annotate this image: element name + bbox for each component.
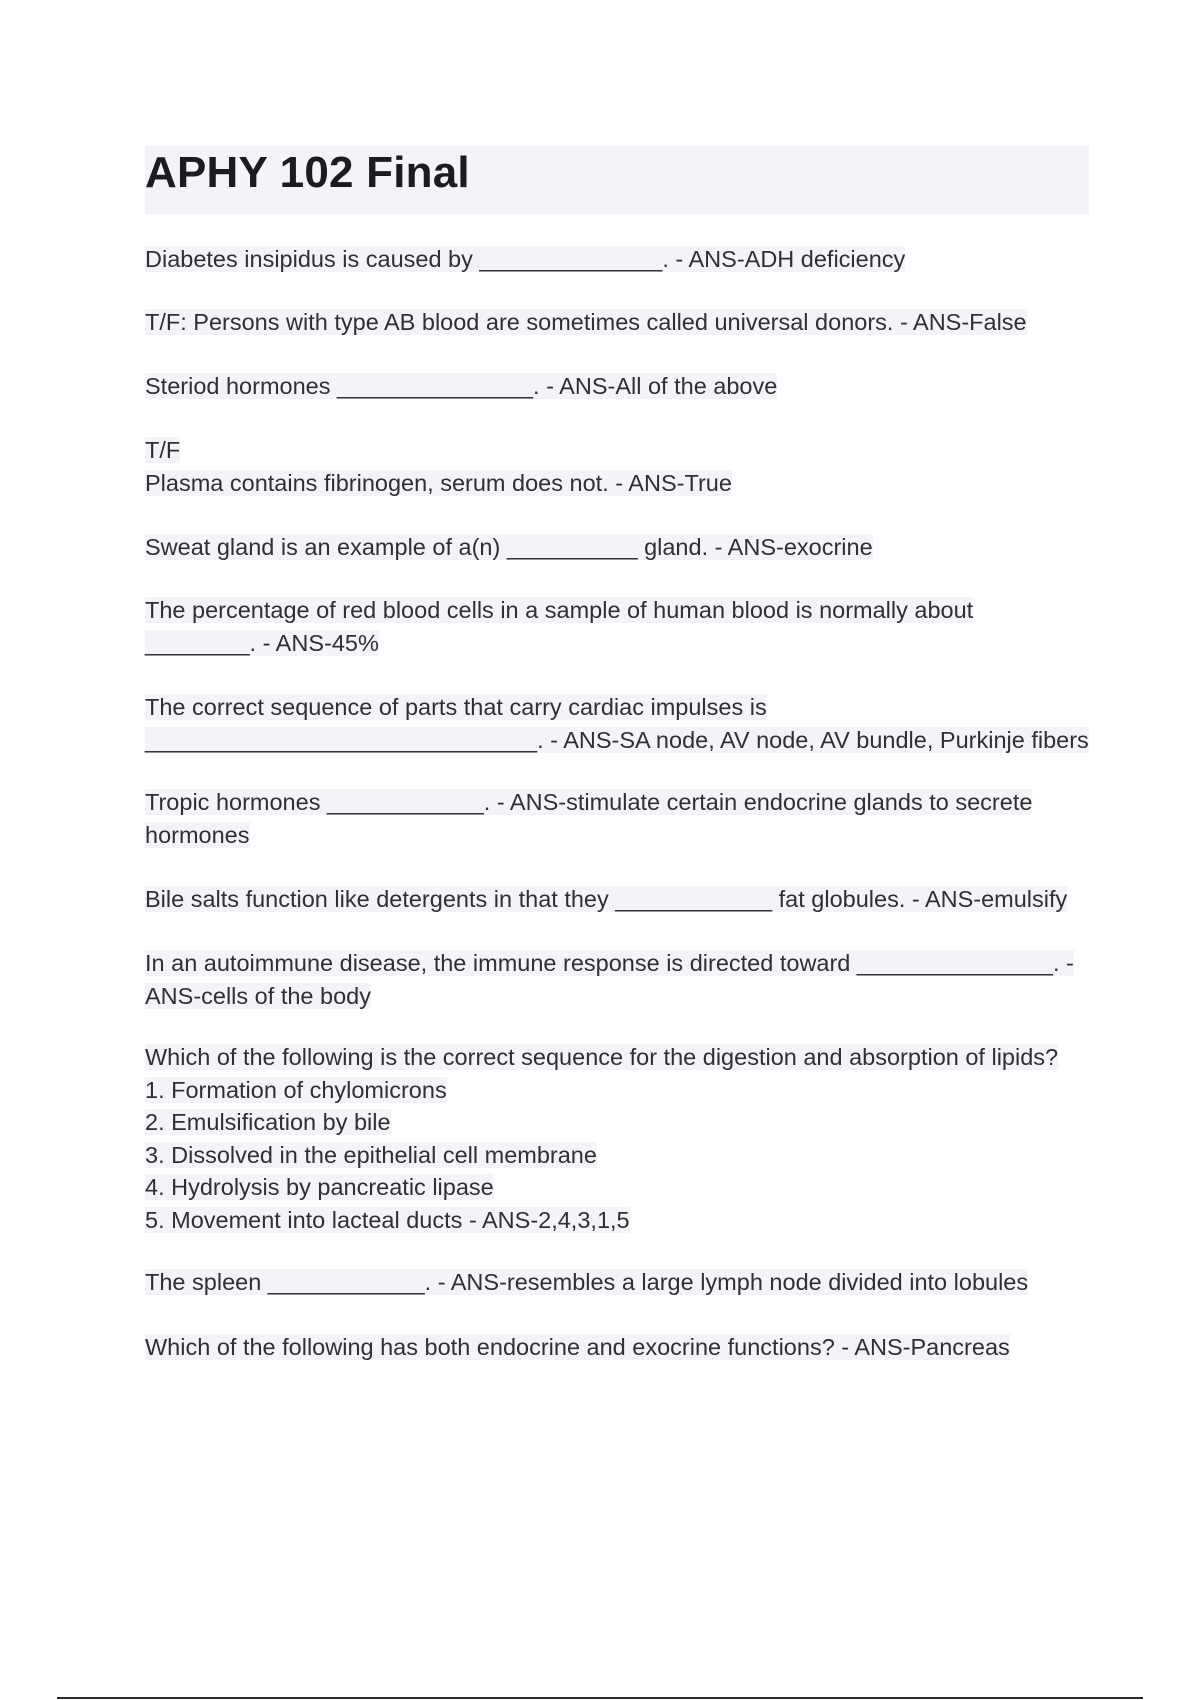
qa-item (145, 306, 1095, 339)
qa-item (145, 1266, 1095, 1299)
page-title: APHY 102 Final (145, 148, 470, 197)
qa-text: T/F Plasma contains fibrinogen, serum does not. - ANS-True (145, 437, 732, 496)
qa-text: Sweat gland is an example of a(n) __________ gland. - ANS-exocrine (145, 534, 873, 560)
qa-item (145, 1331, 1095, 1364)
qa-item (145, 594, 1095, 659)
qa-text: Which of the following has both endocrine and exocrine functions? - ANS-Pancreas (145, 1334, 1010, 1360)
qa-text: The percentage of red blood cells in a sample of human blood is normally about ________. - ANS-45% (145, 597, 974, 656)
qa-text: Steriod hormones _______________. - ANS-All of the above (145, 373, 778, 399)
qa-text: Which of the following is the correct sequence for the digestion and absorption of lipids? 1. Formation of chylomicrons 2. Emulsification by bile 3. Dissolved in the epithelial cell membrane 4. Hydrolysis by pancreatic lipase 5. Movement into lacteal ducts - ANS-2,4,3,1,5 (145, 1044, 1059, 1233)
qa-text: The correct sequence of parts that carry cardiac impulses is ______________________________. - ANS-SA node, AV node, AV bundle, Purkinje fibers (145, 694, 1089, 753)
qa-item (145, 691, 1095, 756)
qa-item (145, 786, 1095, 851)
qa-item (145, 1041, 1095, 1236)
qa-item (145, 370, 1095, 403)
qa-item (145, 883, 1095, 916)
qa-item (145, 243, 1095, 276)
qa-text: In an autoimmune disease, the immune response is directed toward _______________. - ANS-cells of the body (145, 950, 1074, 1009)
qa-text: The spleen ____________. - ANS-resembles a large lymph node divided into lobules (145, 1269, 1029, 1295)
qa-text: Tropic hormones ____________. - ANS-stimulate certain endocrine glands to secrete hormones (145, 789, 1033, 848)
qa-item (145, 434, 1095, 499)
qa-text: Diabetes insipidus is caused by ______________. - ANS-ADH deficiency (145, 246, 906, 272)
qa-text: T/F: Persons with type AB blood are sometimes called universal donors. - ANS-False (145, 309, 1027, 335)
page-bottom-rule (57, 1697, 1143, 1699)
qa-item (145, 531, 1095, 564)
qa-text: Bile salts function like detergents in that they ____________ fat globules. - ANS-emulsify (145, 886, 1068, 912)
qa-item (145, 947, 1095, 1012)
